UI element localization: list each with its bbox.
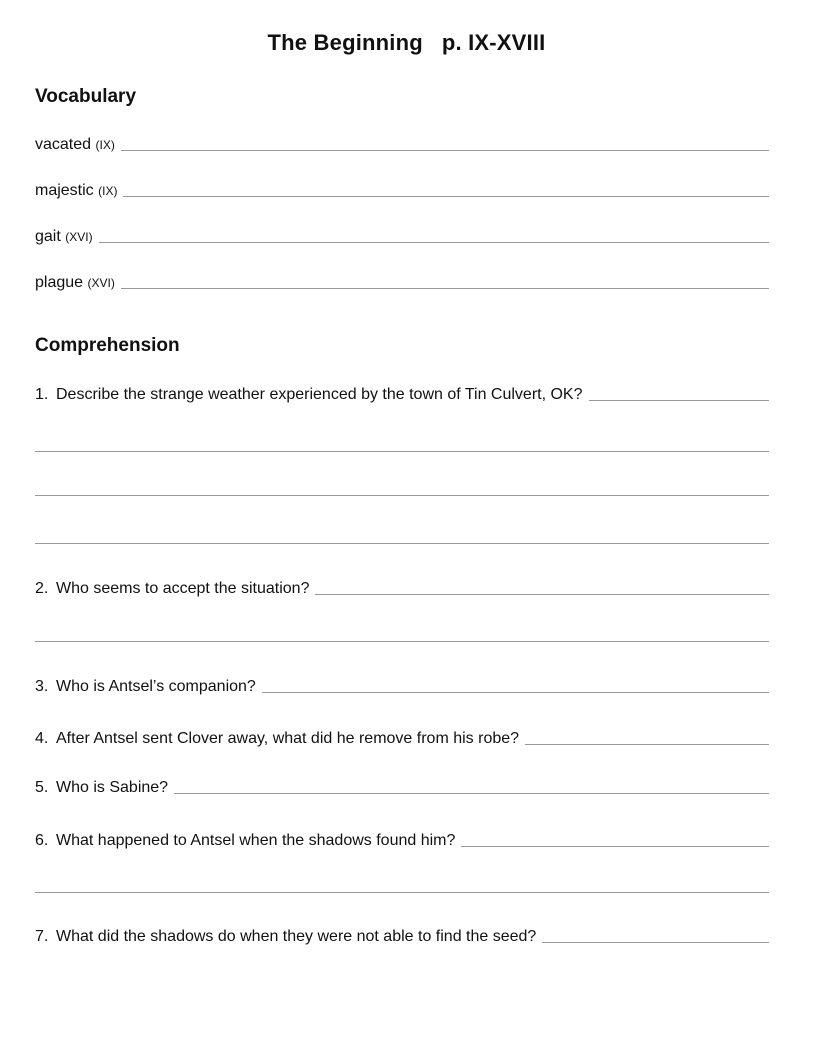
answer-line[interactable] <box>35 495 769 496</box>
vocab-page-ref: (XVI) <box>87 276 115 290</box>
vocab-page-ref: (XVI) <box>65 230 93 244</box>
question-text <box>35 677 256 697</box>
question-text <box>35 385 583 405</box>
vocab-term <box>35 135 115 155</box>
answer-line[interactable] <box>461 846 769 847</box>
comprehension-heading: Comprehension <box>35 335 180 356</box>
answer-line[interactable] <box>262 692 769 693</box>
answer-line[interactable] <box>174 793 769 794</box>
question-number: 4. <box>35 730 49 747</box>
vocab-term <box>35 273 115 293</box>
question-body: After Antsel sent Clover away, what did he remove from his robe? <box>56 730 520 747</box>
question-number: 2. <box>35 580 49 597</box>
question-body: Who is Antsel’s companion? <box>56 678 256 695</box>
answer-line[interactable] <box>121 150 769 151</box>
vocab-word: majestic <box>35 182 94 199</box>
question-number: 3. <box>35 678 49 695</box>
answer-line[interactable] <box>121 288 769 289</box>
question-number: 6. <box>35 832 49 849</box>
answer-line[interactable] <box>542 942 769 943</box>
question-number: 1. <box>35 386 49 403</box>
question-text <box>35 927 536 947</box>
vocabulary-heading: Vocabulary <box>35 86 137 107</box>
question-4 <box>35 725 769 749</box>
answer-line[interactable] <box>123 196 769 197</box>
answer-line[interactable] <box>525 744 769 745</box>
vocab-term <box>35 181 117 201</box>
answer-line[interactable] <box>35 543 769 544</box>
answer-line[interactable] <box>589 400 770 401</box>
vocab-item <box>35 177 769 201</box>
question-text <box>35 579 309 599</box>
question-5 <box>35 774 769 798</box>
answer-line[interactable] <box>315 594 769 595</box>
answer-line[interactable] <box>35 892 769 893</box>
vocab-word: plague <box>35 274 84 291</box>
question-1 <box>35 381 769 405</box>
vocab-item <box>35 223 769 247</box>
answer-line[interactable] <box>35 641 769 642</box>
question-number: 7. <box>35 928 49 945</box>
question-2 <box>35 575 769 599</box>
question-7 <box>35 923 769 947</box>
question-text <box>35 729 519 749</box>
question-body: Who seems to accept the situation? <box>56 580 310 597</box>
question-text <box>35 778 168 798</box>
vocab-word: vacated <box>35 136 92 153</box>
answer-line[interactable] <box>35 451 769 452</box>
question-text <box>35 831 455 851</box>
vocab-page-ref: (IX) <box>98 184 118 198</box>
question-body: Who is Sabine? <box>56 779 169 796</box>
question-3 <box>35 673 769 697</box>
vocab-word: gait <box>35 228 61 245</box>
question-number: 5. <box>35 779 49 796</box>
page-title: The Beginning p. IX-XVIII <box>267 30 546 55</box>
question-body: Describe the strange weather experienced by the town of Tin Culvert, OK? <box>56 386 583 403</box>
vocab-item <box>35 269 769 293</box>
vocab-item <box>35 131 769 155</box>
question-body: What happened to Antsel when the shadows found him? <box>56 832 456 849</box>
vocab-page-ref: (IX) <box>95 138 115 152</box>
vocab-term <box>35 227 93 247</box>
question-body: What did the shadows do when they were not able to find the seed? <box>56 928 537 945</box>
question-6 <box>35 827 769 851</box>
answer-line[interactable] <box>99 242 769 243</box>
